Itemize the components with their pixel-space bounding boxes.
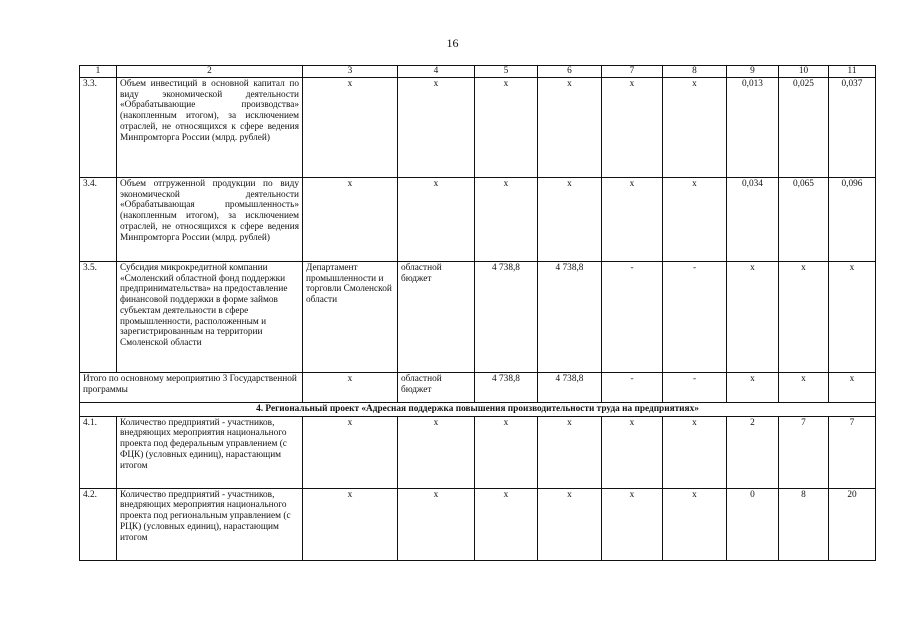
cell-executor: x	[303, 488, 398, 560]
col-header-10: 10	[779, 66, 829, 78]
col-header-11: 11	[829, 66, 876, 78]
cell-col11: 20	[829, 488, 876, 560]
col-header-7: 7	[602, 66, 663, 78]
row-number: 3.4.	[80, 178, 117, 262]
cell-source: областной бюджет	[398, 262, 475, 373]
program-table	[79, 65, 876, 561]
cell-col8: x	[663, 416, 727, 488]
cell-col7: x	[602, 488, 663, 560]
cell-col10: x	[779, 262, 829, 373]
col-header-1: 1	[80, 66, 117, 78]
cell-col8: x	[663, 78, 727, 178]
cell-col10: 0,025	[779, 78, 829, 178]
cell-col11: 0,096	[829, 178, 876, 262]
table-row	[80, 488, 876, 560]
cell-source: x	[398, 488, 475, 560]
col-header-8: 8	[663, 66, 727, 78]
cell-col5: x	[475, 178, 538, 262]
cell-col6: 4 738,8	[538, 373, 602, 403]
cell-col6: x	[538, 78, 602, 178]
cell-col10: x	[779, 373, 829, 403]
cell-executor: x	[303, 373, 398, 403]
cell-col9: 0	[727, 488, 779, 560]
page-number: 16	[446, 36, 459, 50]
total-label: Итого по основному мероприятию 3 Государственной программы	[80, 373, 303, 403]
col-header-6: 6	[538, 66, 602, 78]
section-title: 4. Региональный проект «Адресная поддержка повышения производительности труда на предприятиях»	[80, 403, 876, 417]
section-header-row	[80, 403, 876, 417]
cell-source: x	[398, 416, 475, 488]
cell-col9: 0,034	[727, 178, 779, 262]
cell-col11: 0,037	[829, 78, 876, 178]
cell-source: x	[398, 178, 475, 262]
col-header-3: 3	[303, 66, 398, 78]
col-header-9: 9	[727, 66, 779, 78]
indicator-name: Объем отгруженной продукции по виду экономической деятельности «Обрабатывающая промышленность» (накопленным итогом), за исключением отраслей, не относящихся к сфере ведения Минпромторга России (млрд. рублей)	[117, 178, 303, 262]
cell-col8: x	[663, 488, 727, 560]
cell-col5: x	[475, 416, 538, 488]
cell-col7: x	[602, 78, 663, 178]
cell-executor: x	[303, 416, 398, 488]
cell-col6: x	[538, 488, 602, 560]
table-row	[80, 178, 876, 262]
col-header-2: 2	[117, 66, 303, 78]
row-number: 3.3.	[80, 78, 117, 178]
cell-col7: -	[602, 262, 663, 373]
cell-col6: 4 738,8	[538, 262, 602, 373]
cell-col6: x	[538, 416, 602, 488]
cell-col9: x	[727, 373, 779, 403]
cell-col10: 7	[779, 416, 829, 488]
cell-col8: x	[663, 178, 727, 262]
col-header-5: 5	[475, 66, 538, 78]
cell-col8: -	[663, 373, 727, 403]
cell-col11: x	[829, 373, 876, 403]
cell-col5: 4 738,8	[475, 262, 538, 373]
cell-col7: -	[602, 373, 663, 403]
cell-col9: 2	[727, 416, 779, 488]
table-row-total	[80, 373, 876, 403]
cell-col11: 7	[829, 416, 876, 488]
cell-source: областной бюджет	[398, 373, 475, 403]
cell-executor: x	[303, 178, 398, 262]
indicator-name: Количество предприятий - участников, внедряющих мероприятия национального проекта под федеральным управлением (с ФЦК) (условных единиц), нарастающим итогом	[117, 416, 303, 488]
cell-col10: 0,065	[779, 178, 829, 262]
cell-col11: x	[829, 262, 876, 373]
cell-executor: Департамент промышленности и торговли Смоленской области	[303, 262, 398, 373]
row-number: 3.5.	[80, 262, 117, 373]
cell-col10: 8	[779, 488, 829, 560]
cell-col7: x	[602, 416, 663, 488]
cell-col7: x	[602, 178, 663, 262]
table-row	[80, 262, 876, 373]
cell-col8: -	[663, 262, 727, 373]
cell-source: x	[398, 78, 475, 178]
cell-col9: x	[727, 262, 779, 373]
table-row	[80, 416, 876, 488]
indicator-name: Количество предприятий - участников, внедряющих мероприятия национального проекта под региональным управлением (с РЦК) (условных единиц), нарастающим итогом	[117, 488, 303, 560]
cell-col5: x	[475, 78, 538, 178]
table-row	[80, 78, 876, 178]
column-number-row	[80, 66, 876, 78]
col-header-4: 4	[398, 66, 475, 78]
cell-col5: 4 738,8	[475, 373, 538, 403]
cell-col9: 0,013	[727, 78, 779, 178]
indicator-name: Субсидия микрокредитной компании «Смоленский областной фонд поддержки предпринимательства» на предоставление финансовой поддержки в форме займов субъектам деятельности в сфере промышленности, расположенным и зарегистрированным на территории Смоленской области	[117, 262, 303, 373]
cell-executor: x	[303, 78, 398, 178]
cell-col5: x	[475, 488, 538, 560]
row-number: 4.1.	[80, 416, 117, 488]
cell-col6: x	[538, 178, 602, 262]
indicator-name: Объем инвестиций в основной капитал по виду экономической деятельности «Обрабатывающие производства» (накопленным итогом), за исключением отраслей, не относящихся к сфере ведения Минпромторга России (млрд. рублей)	[117, 78, 303, 178]
row-number: 4.2.	[80, 488, 117, 560]
